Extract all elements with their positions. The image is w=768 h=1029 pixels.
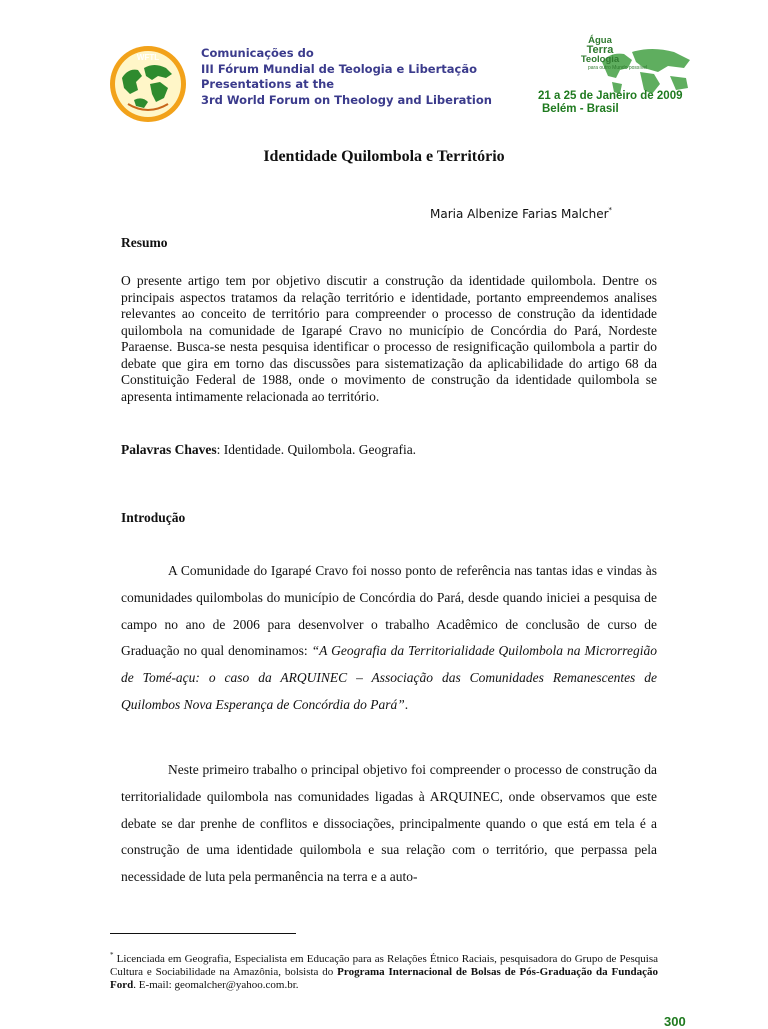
page-number: 300	[664, 1014, 686, 1029]
document-title: Identidade Quilombola e Território	[263, 148, 505, 165]
paragraph-end: .	[404, 696, 409, 712]
keywords-value: : Identidade. Quilombola. Geografia.	[216, 442, 417, 457]
logo-words	[570, 36, 630, 64]
event-place: Belém - Brasil	[542, 103, 619, 115]
introduction-heading: Introdução	[121, 510, 186, 525]
forum-title-line: Presentations at the	[201, 77, 335, 91]
intro-paragraph	[121, 558, 657, 719]
author-name: Maria Albenize Farias Malcher	[430, 207, 609, 221]
logo-word: Água	[588, 35, 612, 46]
event-info	[538, 90, 703, 116]
forum-title-line: Comunicações do	[201, 46, 314, 60]
footnote-program: Programa Internacional de Bolsas de Pós-Graduação da Fundação Ford	[110, 966, 658, 991]
work-title-quote: “A Geografia da Territorialidade Quilombola na Microrregião de Tomé-açu: o caso da ARQUINEC – Associação das Comunidades Remanescentes de Quilombos Nova Esperança de Concórdia do Pará”	[121, 643, 657, 712]
footnote-marker: *	[608, 206, 613, 214]
abstract-heading: Resumo	[121, 235, 168, 250]
wftl-logo	[108, 44, 188, 124]
logo-tagline: para outro Mundo possível	[588, 65, 648, 71]
keywords-line	[121, 442, 657, 458]
footnote-text: Licenciada em Geografia, Especialista em Educação para as Relações Étnico Raciais, pesquisadora do Grupo de Pesquisa Cultura e Sociabilidade na Amazônia, bolsista do	[110, 953, 658, 978]
logo-label: WFTL	[136, 53, 160, 62]
forum-title	[201, 46, 501, 108]
keywords-label: Palavras Chaves	[121, 442, 217, 457]
globe-icon	[108, 44, 188, 124]
intro-paragraph: Neste primeiro trabalho o principal objetivo foi compreender o processo de construção da territorialidade quilombola nas comunidades ligadas à ARQUINEC, onde observamos que este debate se dar prenhe de conflitos e dissociações, principalmente quando o que está em tela é a construção de uma identidade quilombola e sua relação com o território, que perpassa pela necessidade de luta pela permanência na terra e a auto-	[121, 762, 657, 885]
forum-title-line: 3rd World Forum on Theology and Liberation	[201, 92, 492, 107]
footnote	[110, 949, 658, 992]
footnote-divider	[110, 933, 296, 934]
footnote-email: . E-mail: geomalcher@yahoo.com.br.	[133, 979, 299, 991]
abstract-text: O presente artigo tem por objetivo discutir a construção da identidade quilombola. Dentre os principais aspectos tratamos da relação território e identidade, portanto empreendemos analises relevantes ao conceito de território para compreender o processo de construção da identidade quilombola na comunidade de Igarapé Cravo no município de Concórdia do Pará, Nordeste Paraense. Busca-se nesta pesquisa identificar o processo de resignificação quilombola a partir do debate que gira em torno das discussões para sistematização da aplicabilidade do artigo 68 da Constituição Federal de 1988, onde o movimento de construção da identidade quilombola se apresenta intimamente relacionada ao território.	[121, 273, 657, 404]
author-line	[430, 206, 612, 221]
event-dates: 21 a 25 de Janeiro de 2009	[538, 90, 683, 102]
logo-word: Teologia	[580, 54, 620, 65]
paragraph-text: A Comunidade do Igarapé Cravo foi nosso ponto de referência nas tantas idas e vindas às comunidades quilombolas do município de Concórdia do Pará, desde quando iniciei a pesquisa de campo no ano de 2006 para desenvolver o trabalho Acadêmico de conclusão de curso de Graduação no qual denominamos:	[121, 563, 657, 659]
footnote-marker: *	[110, 951, 114, 959]
forum-title-line: III Fórum Mundial de Teologia e Libertação	[201, 61, 478, 76]
logo-word: Terra	[586, 44, 614, 56]
